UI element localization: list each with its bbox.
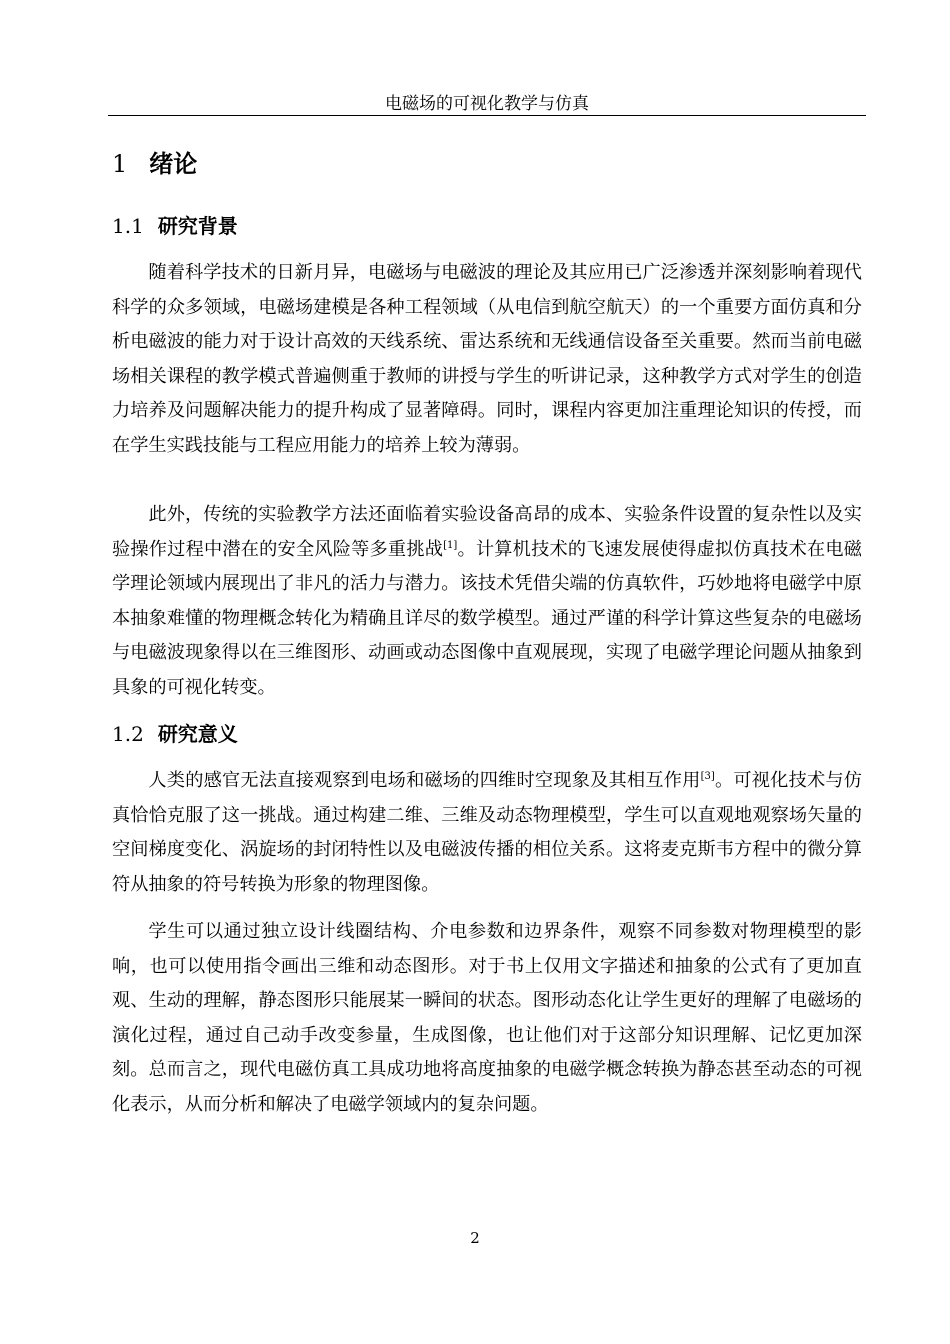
section-number: 1.1 [112,214,144,238]
citation-ref: [3] [700,771,715,782]
section-title-1-2 [112,720,238,748]
citation-ref: [1] [443,539,458,551]
section-title-text: 研究意义 [157,722,238,746]
paragraph [112,498,862,706]
section-title-text: 研究背景 [157,214,238,238]
paragraph-text: 人类的感官无法直接观察到电场和磁场的四维时空现象及其相互作用 [148,770,701,791]
paragraph-text: 此外，传统的实验教学方法还面临着实验设备高昂的成本、实验条件设置的复杂性以及实验操作过程中潜在的安全风险等多重挑战 [112,504,862,560]
paragraph [112,764,862,902]
header-rule [108,115,866,116]
paragraph: 学生可以通过独立设计线圈结构、介电参数和边界条件，观察不同参数对物理模型的影响，也可以使用指令画出三维和动态图形。对于书上仅用文字描述和抽象的公式有了更加直观、生动的理解，静态图形只能展某一瞬间的状态。图形动态化让学生更好的理解了电磁场的演化过程，通过自己动手改变参量，生成图像，也让他们对于这部分知识理解、记忆更加深刻。总而言之，现代电磁仿真工具成功地将高度抽象的电磁学概念转换为静态甚至动态的可视化表示，从而分析和解决了电磁学领域内的复杂问题。 [112,921,862,1115]
paragraph-text: 。计算机技术的飞速发展使得虚拟仿真技术在电磁学理论领域内展现出了非凡的活力与潜力。该技术凭借尖端的仿真软件，巧妙地将电磁学中原本抽象难懂的物理概念转化为精确且详尽的数学模型。通过严谨的科学计算这些复杂的电磁场与电磁波现象得以在三维图形、动画或动态图像中直观展现，实现了电磁学理论问题从抽象到具象的可视化转变。 [112,538,862,698]
section-title-1-1 [112,212,238,240]
page-number: 2 [470,1229,480,1247]
paragraph-text: 。可视化技术与仿真恰恰克服了这一挑战。通过构建二维、三维及动态物理模型，学生可以直观地观察场矢量的空间梯度变化、涡旋场的封闭特性以及电磁波传播的相位关系。这将麦克斯韦方程中的微分算符从抽象的符号转换为形象的物理图像。 [112,770,862,895]
section-number: 1.2 [112,722,144,746]
chapter-title-text: 绪论 [149,150,198,178]
running-header: 电磁场的可视化教学与仿真 [385,94,589,114]
chapter-number: 1 [112,150,128,178]
chapter-title [112,148,197,180]
paragraph: 随着科学技术的日新月异，电磁场与电磁波的理论及其应用已广泛渗透并深刻影响着现代科学的众多领域，电磁场建模是各种工程领域（从电信到航空航天）的一个重要方面仿真和分析电磁波的能力对于设计高效的天线系统、雷达系统和无线通信设备至关重要。然而当前电磁场相关课程的教学模式普遍侧重于教师的讲授与学生的听讲记录，这种教学方式对学生的创造力培养及问题解决能力的提升构成了显著障碍。同时，课程内容更加注重理论知识的传授，而在学生实践技能与工程应用能力的培养上较为薄弱。 [112,262,862,456]
